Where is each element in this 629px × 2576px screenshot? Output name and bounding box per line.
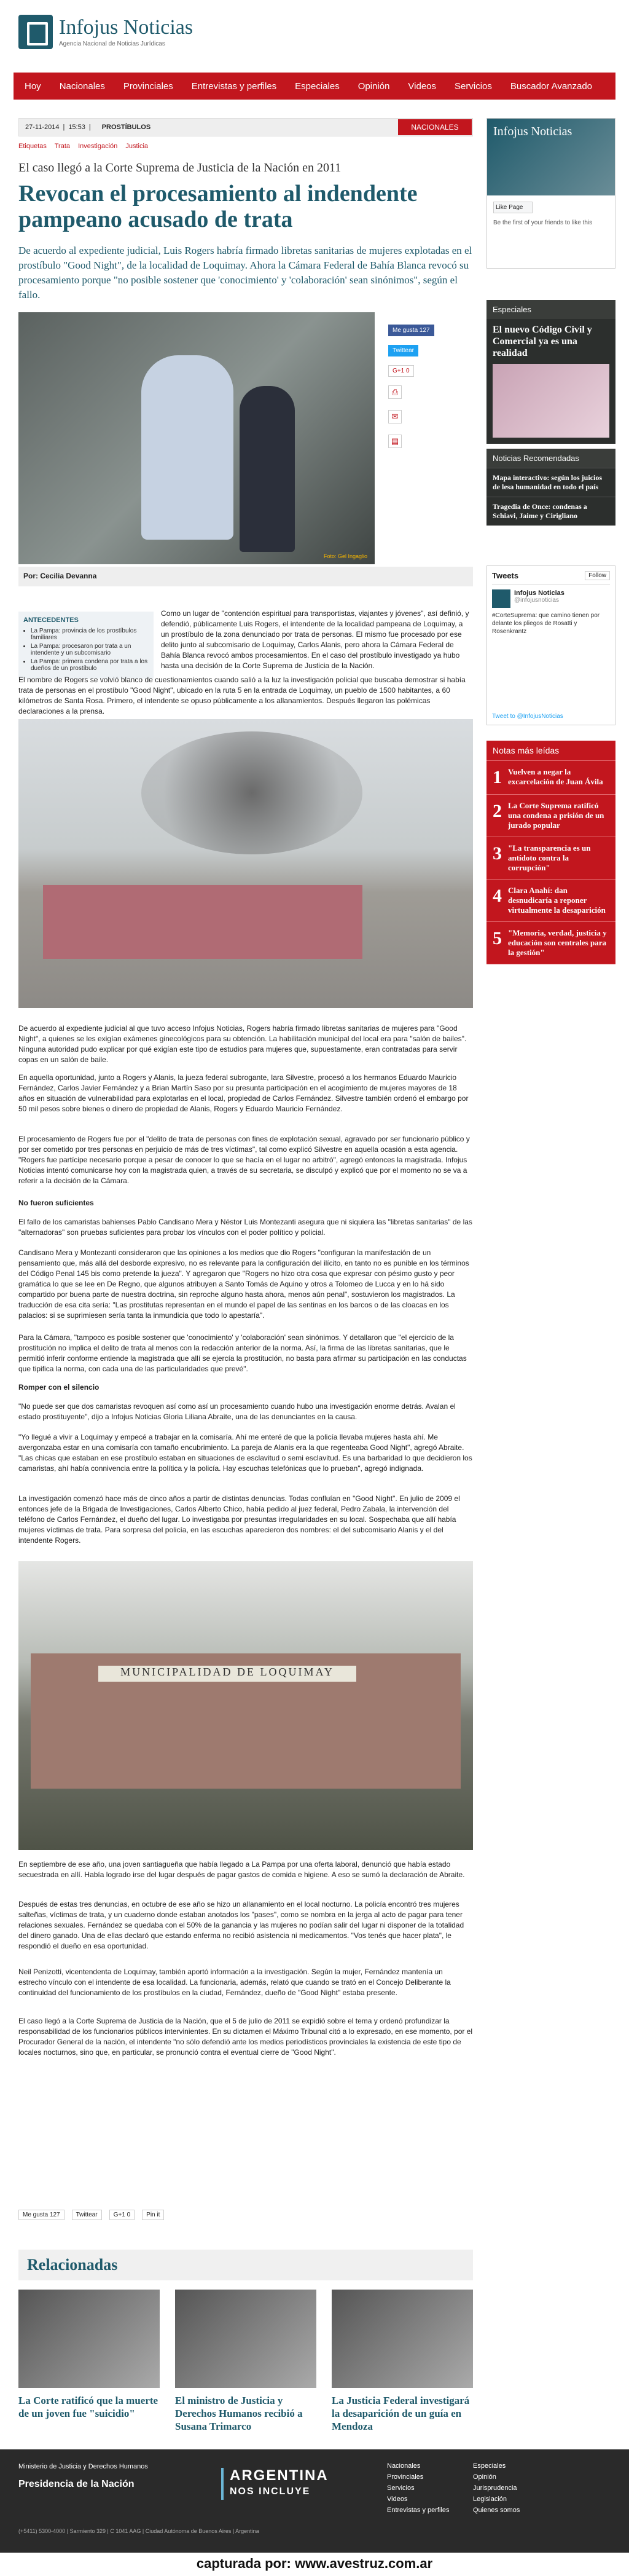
footer-link[interactable]: Servicios (387, 2484, 415, 2492)
share-panel (388, 325, 474, 459)
avatar[interactable] (492, 589, 510, 608)
footer-link[interactable]: Entrevistas y perfiles (387, 2507, 450, 2514)
email-icon[interactable]: ✉ (388, 410, 402, 423)
main-nav (14, 73, 615, 100)
logo-subtitle: Agencia Nacional de Noticias Jurídicas (59, 40, 165, 47)
logo-title: Infojus (59, 15, 119, 39)
mas-leidas-box (486, 741, 615, 964)
footer-link[interactable]: Quienes somos (473, 2507, 520, 2514)
googleplus-button[interactable]: G+1 0 (109, 2210, 135, 2220)
footer-link[interactable]: Jurisprudencia (473, 2484, 517, 2492)
article-paragraph: Como un lugar de "contención espiritual para transportistas, viajantes y jóvenes", así definió, y defendió, públicamente Luis Rogers, el intendente de la localidad pampeana de Loquimay, a un prostíbulo de la zona denunciado por trata de personas. El mismo fue procesado por ese delito junto al subcomisario de Loquimay, Carlos Alanis, pero ahora la Cámara Federal de Bahía Blanca revocó ambos procesamientos. En el caso del prostíbulo investigado ya hubo hasta una decisión de la Corte Suprema de Justicia de la Nación. (161, 609, 469, 670)
photo-credit: Foto: Gel Ingaglio (323, 553, 367, 559)
footer-link[interactable]: Provinciales (387, 2473, 424, 2481)
municipality-sign: MUNICIPALIDAD DE LOQUIMAY (98, 1666, 356, 1682)
ministry-name[interactable]: Ministerio de Justicia y Derechos Humanos (18, 2463, 148, 2470)
article-paragraph: El nombre de Rogers se volvió blanco de cuestionamientos cuando salió a la luz la investigación policial que buscaba demostrar si había trata de personas en el prostíbulo "Good Night", ubicado en la ruta 5 en la entrada de Loquimay, un pueblo de 1500 habitantes, a 60 kilómetros de Santa Rosa. Primero, el intendente se opuso públicamente a los allanamientos. Después llegaron las polémicas declaraciones a la prensa. (18, 676, 466, 715)
footer-address: (+5411) 5300-4000 | Sarmiento 329 | C 1041 AAG | Ciudad Autónoma de Buenos Aires | Argentina (18, 2528, 259, 2534)
section-subhead: No fueron suficientes (18, 1199, 94, 1207)
pinterest-button[interactable]: Pin it (142, 2210, 164, 2220)
facebook-text: Be the first of your friends to like this (493, 219, 593, 226)
related-card[interactable] (18, 2290, 160, 2420)
related-thumb (18, 2290, 160, 2388)
antecedentes-title: ANTECEDENTES (23, 616, 79, 624)
mas-leida-item[interactable]: 3 "La transparencia es un antídoto contra la corrupción" (486, 837, 615, 880)
article-paragraph: El caso llegó a la Corte Suprema de Justicia de la Nación, que el 5 de julio de 2011 se expidió sobre el tema y ordenó profundizar la responsabilidad de los funcionarios públicos intervinientes. En su dictamen el Máximo Tribunal citó a lo expresado, en ese momento, por el Procurador General de la nación, el intendente "no sólo defendió ante los medios periodísticos provinciales la existencia de este tipo de locales nocturnos, sino que, en particular, se pronunció contra el eventual cierre de "Good Night". (18, 2017, 473, 2057)
presidency-name[interactable]: Presidencia de la Nación (18, 2479, 135, 2489)
facebook-like-button[interactable]: Me gusta 127 (18, 2210, 64, 2220)
article-time: 15:53 (68, 124, 85, 131)
article-paragraph: Candisano Mera y Montezanti consideraron que las opiniones a los medios que dio Rogers "configuran la manifestación de un pensamiento que, más allá del desborde expresivo, no es relevante para la configuración del ilícito, en tanto no es punible en los términos del Código Penal 145 bis como pretende la jueza". Y agregaron que "Rogers no hizo otra cosa que expresar con pésimo gusto y peor gramática lo que se lee en De Regno, que algunos atribuyen a Santo Tomás de Aquino y otros a Tolomeo de Lucca y en lo há sido compartido por buena parte de nuestra doctrina, sin reproche alguno hasta ahora, menos aún penal", sostuvieron los magistrados. La traducción de esa cita sería: "Las prostitutas representan en el mundo el papel de las sentinas en los barcos o de las cloacas en los palacios: si se suprimiesen sería tanta la inmundicia que todo lo apestaría". (18, 1248, 469, 1320)
recomendadas-box (486, 449, 615, 526)
print-icon[interactable]: ⎙ (388, 385, 402, 399)
related-title[interactable]: La Justicia Federal investigará la desaparición de un guía en Mendoza (332, 2395, 470, 2432)
hero-image (18, 312, 375, 564)
article-lead: De acuerdo al expediente judicial, Luis Rogers habría firmado libretas sanitarias de mujeres explotadas en el prostíbulo "Good Night", de la localidad de Loquimay. Ahora la Cámara Federal de Bahía Blanca revocó su procesamiento porque "no posible sostener que 'conocimiento' y 'colaboración' sean sinónimos", según el fallo. (18, 245, 472, 301)
nav-item-nacionales[interactable]: Nacionales (59, 81, 105, 92)
related-card[interactable] (175, 2290, 316, 2433)
article-source: PROSTÍBULOS (101, 124, 151, 131)
mas-leida-item[interactable]: 4 Clara Anahí: dan desnudicaría a reponer virtualmente la desaparición (486, 880, 615, 922)
facebook-widget (486, 118, 615, 269)
article-paragraph: En aquella oportunidad, junto a Rogers y Alanis, la jueza federal subrogante, Iara Silvestre, procesó a los hermanos Eduardo Mauricio Fernández, Carlos Javier Fernández y a Brian Martín Saso por su presunta participación en el acogimiento de mujeres mayores de 18 años en situación de vulnerabilidad para explotarlas en el local, propiedad de Carlos Fernández. Silvestre también ordenó el embargo por 50 mil pesos sobre bienes o dinero de propiedad de Alanis, Rogers y Eduardo Mauricio Fernández. (18, 1073, 469, 1113)
nav-item-servicios[interactable]: Servicios (455, 81, 492, 92)
section-tag[interactable]: NACIONALES (398, 119, 472, 135)
footer-link[interactable]: Nacionales (387, 2462, 421, 2470)
tweet-to-link[interactable]: Tweet to @InfojusNoticias (492, 713, 563, 720)
tag-investigacion[interactable]: Investigación (78, 143, 118, 150)
footer-link[interactable]: Opinión (473, 2473, 496, 2481)
nav-item-entrevistas[interactable]: Entrevistas y perfiles (191, 81, 277, 92)
tweet-name[interactable]: Infojus Noticias (514, 589, 565, 597)
nav-item-videos[interactable]: Videos (408, 81, 437, 92)
article-paragraph: De acuerdo al expediente judicial al que tuvo acceso Infojus Noticias, Rogers habría firmado libretas sanitarias de mujeres para "Good Night", a quienes se les exigían exámenes ginecológicos para su obtención. La habilitación municipal del local era para "salón de bailes". Ninguna autoridad pudo explicar por qué exigían este tipo de estudios para mujeres que, supuestamente, eran contratadas para servir copas en un salón de baile. (18, 1024, 467, 1064)
argentina-logo: ARGENTINA NOS INCLUYE (221, 2468, 329, 2500)
especiales-title[interactable]: El nuevo Código Civil y Comercial ya es una realidad (493, 325, 592, 358)
article-image-house (18, 719, 473, 1008)
recomendada-item[interactable]: Mapa interactivo: según los juicios de lesa humanidad en todo el país (486, 468, 615, 497)
footer-links (387, 2460, 559, 2516)
especiales-thumb[interactable] (493, 364, 609, 438)
footer-link[interactable]: Videos (387, 2495, 408, 2503)
googleplus-button[interactable]: G+1 0 (388, 365, 414, 377)
author-caption: Por: Cecilia Devanna (18, 567, 473, 586)
footer (0, 2449, 629, 2553)
nav-item-hoy[interactable]: Hoy (25, 81, 41, 92)
nav-item-opinion[interactable]: Opinión (357, 81, 390, 92)
nav-item-provinciales[interactable]: Provinciales (123, 81, 173, 92)
related-title[interactable]: El ministro de Justicia y Derechos Humanos recibió a Susana Trimarco (175, 2395, 303, 2432)
share-bottom (18, 2210, 473, 2220)
nav-item-buscador[interactable]: Buscador Avanzado (510, 81, 593, 92)
tags-label: Etiquetas (18, 143, 47, 150)
twitter-button[interactable]: Twittear (388, 345, 418, 356)
mas-leida-item[interactable]: 2 La Corte Suprema ratificó una condena a prisión de un jurado popular (486, 795, 615, 837)
mas-leidas-heading: Notas más leídas (486, 741, 615, 761)
logo-title2: Noticias (123, 15, 193, 39)
antecedente-link[interactable]: • La Pampa: provincia de los prostíbulos familiares (31, 628, 149, 641)
article-paragraph: Después de estas tres denuncias, en octubre de ese año se hizo un allanamiento en el local nocturno. La policía encontró tres mujeres salteñas, víctimas de trata, y un cuaderno donde estaban anotados los "pases", como se nombra en la jerga al acto de pagar para tener relaciones sexuales. Fernández se quedaba con el 50% de la ganancia y las mujeres no podían salir del lugar ni disponer de la totalidad del dinero ganado. Una de ellas declaró que estando enferma no recibió asistencia ni medicamentos. "Vos tenés que hacer plata", le respondió el dueño en esa oportunidad. (18, 1900, 464, 1950)
antecedentes-box (18, 612, 154, 679)
article-image-municipalidad (18, 1561, 473, 1850)
tag-trata[interactable]: Trata (54, 143, 70, 150)
recomendada-item[interactable]: Tragedia de Once: condenas a Schiavi, Jaime y Cirigliano (486, 497, 615, 526)
footer-link[interactable]: Especiales (473, 2462, 506, 2470)
related-card[interactable] (332, 2290, 473, 2433)
article-paragraph: Para la Cámara, "tampoco es posible sostener que 'conocimiento' y 'colaboración' sean sinónimos. Y detallaron que "el ejercicio de la prostitución no implica el delito de trata al menos con la redacción anterior de la norma. Así, la firma de las libretas sanitarias, que le permitió inferir conforme entiende la magistrada que allí se ejercía la prostitución, no basta para afirmar su participación en las conductas que tipifica la norma, con cada una de las particularidades que prevé". (18, 1333, 467, 1373)
twitter-button[interactable]: Twittear (72, 2210, 102, 2220)
mas-leida-item[interactable]: 5 "Memoria, verdad, justicia y educación son centrales para la gestión" (486, 922, 615, 964)
antecedente-link[interactable]: • La Pampa: procesaron por trata a un intendente y un subcomisario (31, 643, 149, 656)
article-date: 27-11-2014 (25, 124, 60, 131)
article-paragraph: La investigación comenzó hace más de cinco años a partir de distintas denuncias. Todas confluían en "Good Night". En julio de 2009 el entonces jefe de la Brigada de Investigaciones, Carlos Alberto Chico, había pedido al juez federal, Pedro Zabala, la intervención del teléfono de Carlos Fernández, el dueño del lugar. Lo investigaba por presuntas irregularidades en su local. Sospechaba que allí había mujeres víctimas de trata. Para sorpresa del policía, en las escuchas aparecieron dos nombres: el del subcomisario Alanis y el del intendente Rogers. (18, 1494, 460, 1545)
twitter-widget (486, 565, 615, 725)
especiales-box (486, 300, 615, 444)
twitter-follow-button[interactable]: Follow (585, 571, 610, 580)
recomendadas-heading: Noticias Recomendadas (486, 449, 615, 468)
tweets-heading: Tweets (492, 571, 519, 580)
related-thumb (332, 2290, 473, 2388)
date-bar: 27-11-2014 | 15:53 | PROSTÍBULOS (18, 118, 473, 136)
footer-link[interactable]: Legislación (473, 2495, 507, 2503)
article-kicker: El caso llegó a la Corte Suprema de Justicia de la Nación en 2011 (18, 161, 342, 175)
nav-item-especiales[interactable]: Especiales (295, 81, 340, 92)
pdf-icon[interactable]: ▤ (388, 435, 402, 448)
article-paragraph: El fallo de los camaristas bahienses Pablo Candisano Mera y Néstor Luis Montezanti asegura que ni siquiera las "libretas sanitarias" de las "alternadoras" son pruebas suficientes para probar los vínculos con el poder político y policial. (18, 1218, 472, 1237)
facebook-banner[interactable]: Infojus Noticias (487, 119, 615, 195)
section-subhead: Romper con el silencio (18, 1383, 100, 1392)
related-title[interactable]: La Corte ratificó que la muerte de un joven fue "suicidio" (18, 2395, 158, 2419)
especiales-heading: Especiales (486, 300, 615, 319)
article-paragraph: Neil Penizotti, vicentendenta de Loquimay, también aportó información a la investigación. Según la mujer, Fernández mantenía un estrecho vínculo con el intendente de esa localidad. La funcionaria, además, relató que cuando se trató en el Concejo Deliberante la continuidad del funcionamiento de los prostíbulos en la ciudad, Fernández, dueño de "Good Night" estaba presente. (18, 1967, 451, 1997)
article-paragraph: En septiembre de ese año, una joven santiagueña que había llegado a La Pampa por una oferta laboral, denunció que había estado secuestrada en allí. Había logrado irse del lugar después de pagar gastos de comida e higiene. A eso se sumó la declaración de Abraite. (18, 1860, 465, 1879)
article-paragraph: El procesamiento de Rogers fue por el "delito de trata de personas con fines de explotación sexual, agravado por ser funcionario público y por ser cometido por tres personas en perjuicio de más de tres víctimas", tal como explicó Silvestre en aquella ocasión a esta agencia. "Rogers fue partícipe necesario porque a pesar de conocer lo que se hacía en el lugar no arbitró", agregó entonces la magistrada. Infojus Noticias intentó comunicarse hoy con la magistrada quien, a través de su secretaria, se disculpó y explicó que por el momento no se va a referir a la decisión de la Cámara. (18, 1135, 470, 1185)
site-logo[interactable] (18, 15, 193, 49)
tweet-text: #CorteSuprema: que camino tienen por delante los pliegos de Rosatti y Rosenkrantz (492, 612, 600, 635)
capture-watermark: capturada por: www.avestruz.com.ar (196, 2556, 433, 2571)
article-paragraph: "No puede ser que dos camaristas revoquen así como así un procesamiento cuando hubo una investigación enorme detrás. Avalan el estado prostituyente", dijo a Infojus Noticias Gloria Liliana Abraite, una de las denunciantes en la causa. (18, 1402, 456, 1421)
relacionadas-title: Relacionadas (18, 2250, 473, 2280)
article-headline: Revocan el procesamiento al indendente pampeano acusado de trata (18, 181, 418, 232)
article-paragraph: "Yo llegué a vivir a Loquimay y empecé a trabajar en la comisaría. Ahí me enteré de que la policía llevaba mujeres hasta ahí. Me avergonzaba estar en una comisaría con tamaño encubrimiento. La pareja de Alanis era la que regenteaba Good Night", agregó Abraite. "Las chicas que estaban en ese prostíbulo estaban en situaciones de esclavitud o semi esclavitud. Es una barbaridad lo que decidieron los camaristas, ahí había connivencia entre la política y la policía. Hay escuchas telefónicas que lo prueban", agregó indignada. (18, 1433, 472, 1473)
logo-icon (18, 15, 53, 49)
related-thumb (175, 2290, 316, 2388)
facebook-like-page-button[interactable]: Like Page (493, 202, 533, 213)
tags (18, 143, 154, 150)
mas-leida-item[interactable]: 1 Vuelven a negar la excarcelación de Juan Ávila (486, 761, 615, 795)
tweet-handle[interactable]: @infojusnoticias (514, 597, 559, 604)
facebook-like-button[interactable]: Me gusta 127 (388, 325, 434, 336)
antecedente-link[interactable]: • La Pampa: primera condena por trata a los dueños de un prostíbulo (31, 658, 149, 672)
tag-justicia[interactable]: Justicia (125, 143, 149, 150)
